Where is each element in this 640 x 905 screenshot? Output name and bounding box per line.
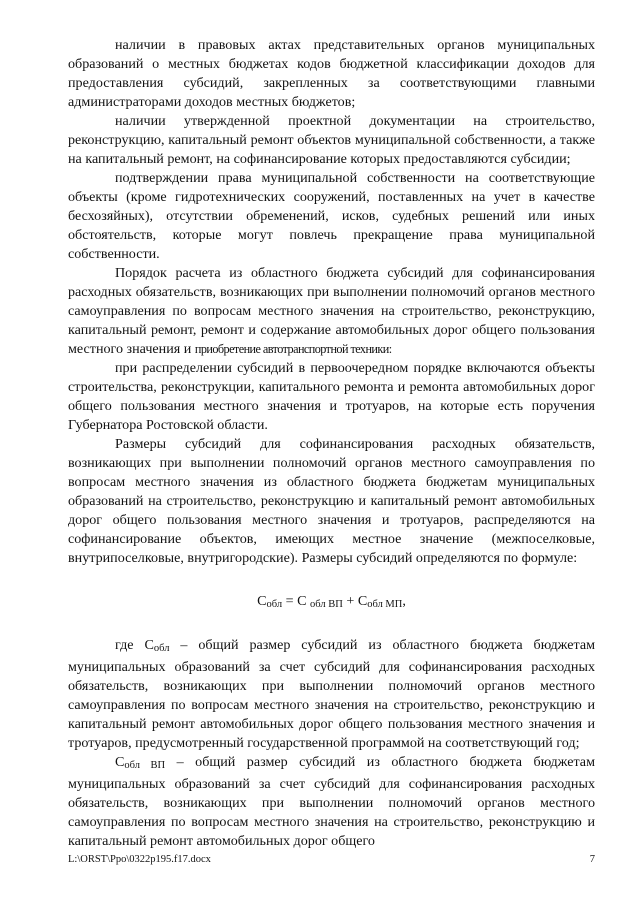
definition-c-obl-vp: $С_{обл ВП}$ – общий размер субсидий из областного бюджета бюджетам муниципальных образований за счет субсидий для софинансирования расходных обязательств, возникающих при выполнении полномочий органов местного самоуправления по вопросам местного значения на строительство, реконструкцию и капитальный ремонт автомобильных дорог общего bbox=[68, 754, 595, 849]
document-body bbox=[68, 36, 595, 851]
paragraph-budget-codes: наличии в правовых актах представительных органов муниципальных образований о местных бюджетах кодов бюджетной классификации доходов для предоставления субсидий, закрепленных за соответствующими главными администраторами доходов местных бюджетов; bbox=[68, 37, 595, 110]
calc-order-tail: приобретение автотранспортной техники: bbox=[194, 342, 392, 356]
formula: $С_{обл} = С$ $_{обл ВП} + С_{обл МП}$, bbox=[257, 593, 406, 610]
paragraph-ownership: подтверждении права муниципальной собственности на соответствующие объекты (кроме гидротехнических сооружений, поставленных на учет в качестве бесхозяйных), отсутствии обременений, исков, судебных решений или иных обстоятельств, которые могут повлечь прекращение права муниципальной собственности. bbox=[68, 170, 595, 262]
paragraph-project-docs: наличии утвержденной проектной документации на строительство, реконструкцию, капитальный ремонт объектов муниципальной собственности, а также на капитальный ремонт, на софинансирование которых предоставляются субсидии; bbox=[68, 113, 595, 167]
file-path: L:\ORST\Ppo\0322p195.f17.docx bbox=[68, 854, 211, 865]
page-footer bbox=[68, 854, 595, 865]
page-number: 7 bbox=[589, 854, 595, 865]
definition-c-obl: где $С_{обл}$ – общий размер субсидий из областного бюджета бюджетам муниципальных образований за счет субсидий для софинансирования расходных обязательств, возникающих при выполнении полномочий органов местного самоуправления по вопросам местного значения на строительство, реконструкцию и капитальный ремонт автомобильных дорог общего пользования местного значения и тротуаров, предусмотренный государственной программой на соответствующий год; bbox=[68, 637, 595, 751]
paragraph-sizes: Размеры субсидий для софинансирования расходных обязательств, возникающих при выполнении полномочий органов местного самоуправления по вопросам местного значения из областного бюджета бюджетам муниципальных образований на строительство, реконструкцию и капитальный ремонт автомобильных дорог общего пользования местного значения и тротуаров, распределяются на софинансирование объектов, имеющих местное значение (межпоселковые, внутрипоселковые, внутригородские). Размеры субсидий определяются по формуле: bbox=[68, 436, 595, 566]
paragraph-calc-order bbox=[68, 264, 595, 359]
paragraph-priority: при распределении субсидий в первоочередном порядке включаются объекты строительства, реконструкции, капитального ремонта и ремонта автомобильных дорог общего пользования местного значения и тротуаров, на которые есть поручения Губернатора Ростовской области. bbox=[68, 360, 595, 433]
calc-order-text: Порядок расчета из областного бюджета субсидий для софинансирования расходных обязательств, возникающих при выполнении полномочий органов местного самоуправления по вопросам местного значения на строительство, реконструкцию, капитальный ремонт, ремонт и содержание автомобильных дорог общего пользования местного значения и bbox=[68, 265, 595, 357]
